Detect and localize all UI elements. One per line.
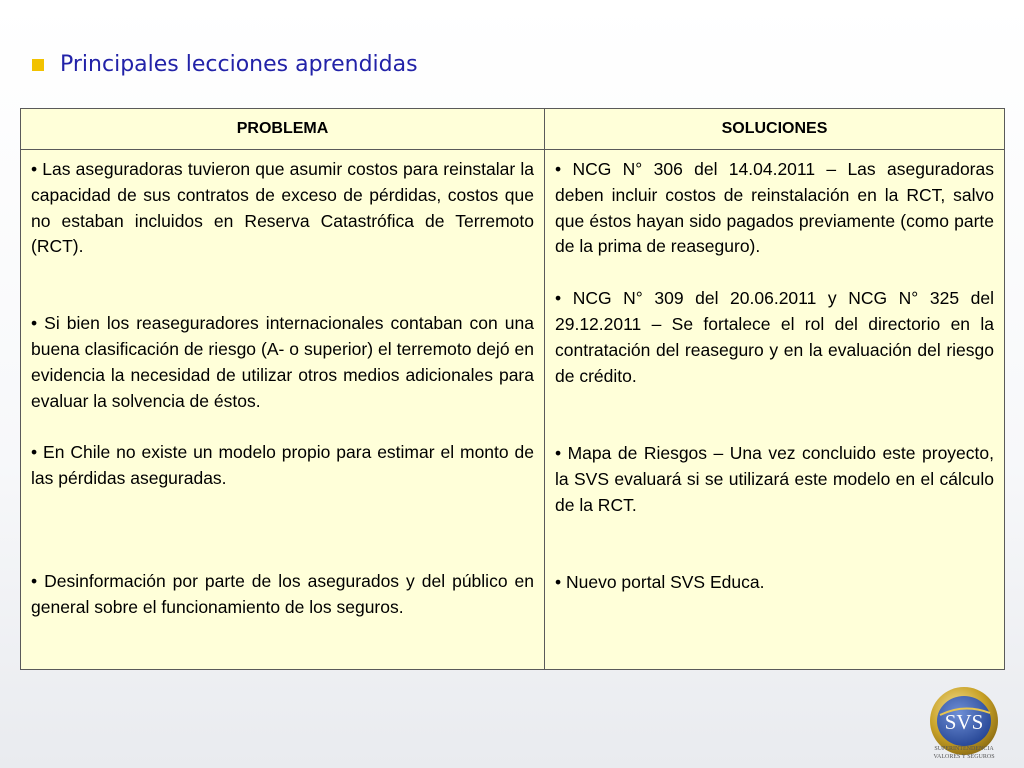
solution-item: • Mapa de Riesgos – Una vez concluido este proyecto, la SVS evaluará si se utilizará este modelo en el cálculo de la RCT. — [555, 443, 994, 515]
problem-item: • Las aseguradoras tuvieron que asumir costos para reinstalar la capacidad de sus contratos de exceso de pérdidas, costos que no estaban incluidos en Reserva Catastrófica de Terremoto (RCT). — [31, 159, 534, 257]
header-problema: PROBLEMA — [21, 109, 545, 150]
solutions-cell — [545, 150, 1005, 670]
table-row — [21, 150, 1005, 670]
solution-item: • Nuevo portal SVS Educa. — [555, 571, 765, 592]
problems-cell — [21, 150, 545, 670]
problem-item: • Si bien los reaseguradores internacionales contaban con una buena clasificación de riesgo (A- o superior) el terremoto dejó en evidencia la necesidad de utilizar otros medios adicionales para evaluar la solvencia de éstos. — [31, 313, 534, 411]
lessons-table — [20, 108, 1005, 670]
table-header-row — [21, 109, 1005, 150]
header-soluciones: SOLUCIONES — [545, 109, 1005, 150]
logo-text: SVS — [944, 710, 984, 734]
logo-caption — [921, 745, 1007, 761]
solution-item: • NCG N° 309 del 20.06.2011 y NCG N° 325 del 29.12.2011 – Se fortalece el rol del directorio en la contratación del reaseguro y en la evaluación del riesgo de crédito. — [555, 288, 994, 386]
logo-caption-line1: SUPERINTENDENCIA — [934, 746, 994, 752]
solution-item: • NCG N° 306 del 14.04.2011 – Las aseguradoras deben incluir costos de reinstalación en la RCT, salvo que éstos hayan sido pagados previamente (como parte de la prima de reaseguro). — [555, 159, 994, 257]
square-bullet-icon — [32, 59, 44, 71]
problem-item: • Desinformación por parte de los asegurados y del público en general sobre el funcionamiento de los seguros. — [31, 570, 534, 617]
slide-heading — [32, 52, 418, 77]
slide-title: Principales lecciones aprendidas — [60, 52, 418, 77]
problem-item: • En Chile no existe un modelo propio para estimar el monto de las pérdidas aseguradas. — [31, 442, 534, 489]
logo-caption-line2: VALORES Y SEGUROS — [933, 754, 995, 760]
